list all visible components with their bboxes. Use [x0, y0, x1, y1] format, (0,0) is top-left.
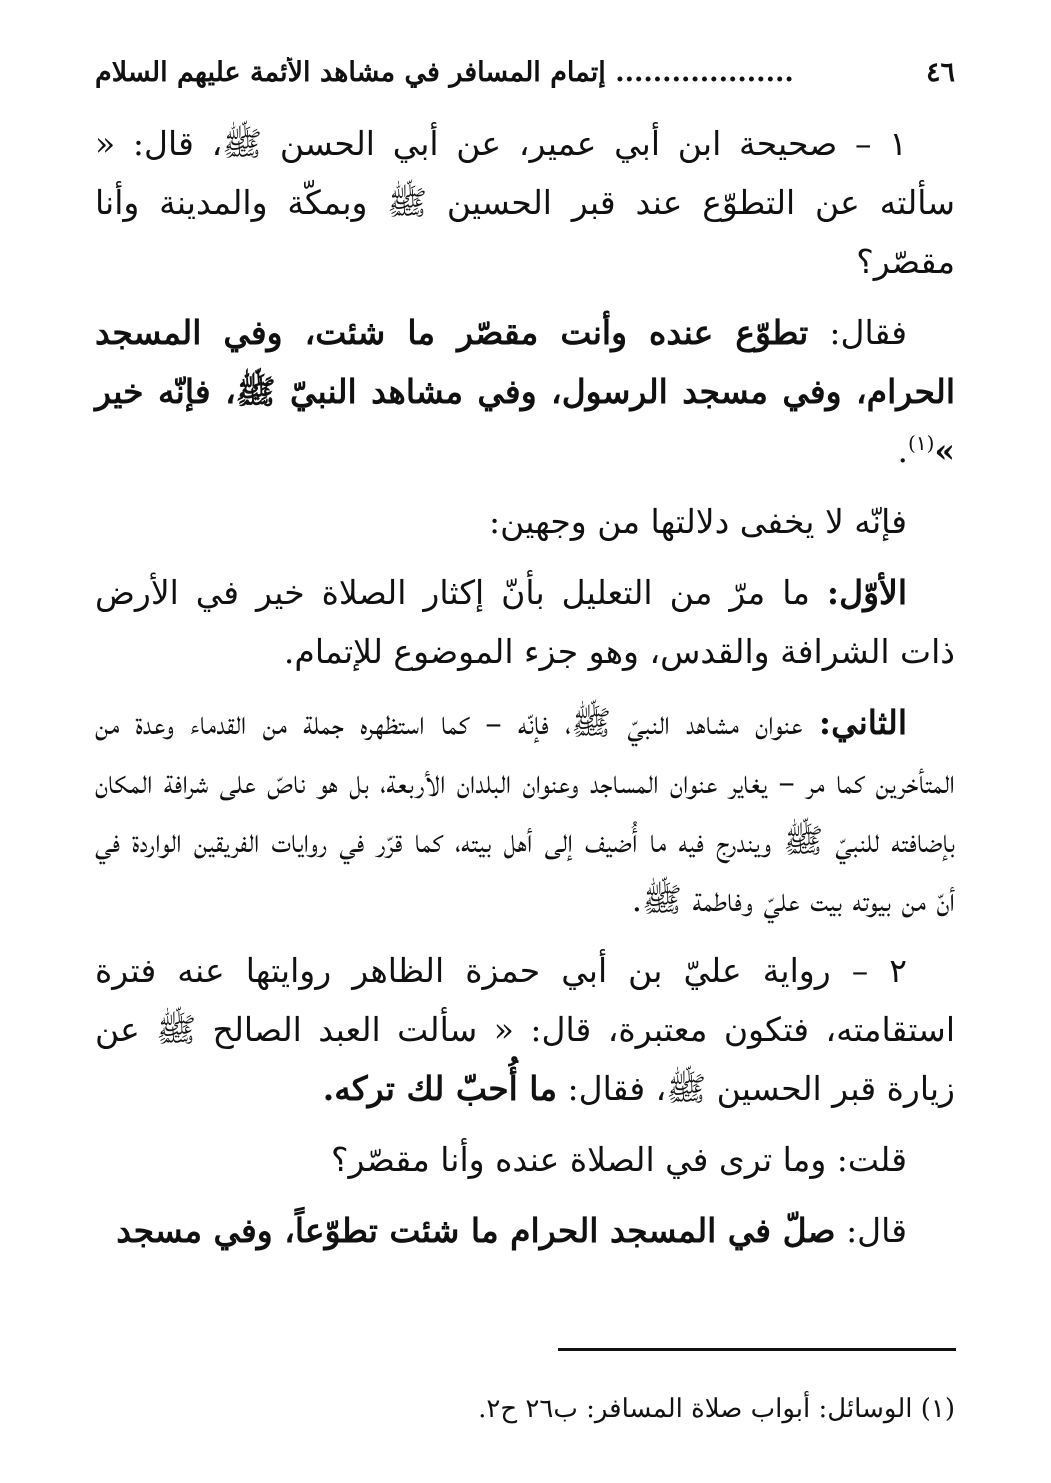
- running-title: [95, 57, 926, 88]
- paragraph-2-lead: فقال:: [808, 313, 907, 352]
- paragraph-4: [95, 563, 955, 681]
- paragraph-2: [95, 303, 955, 480]
- paragraph-6: [95, 941, 955, 1118]
- paragraph-3: [95, 492, 955, 551]
- page-number: ٤٦: [925, 56, 955, 88]
- book-title: إتمام المسافر في مشاهد الأئمة عليهم السلام: [95, 56, 606, 88]
- footnote-text: (١) الوسائل: أبواب صلاة المسافر: ب٢٦ ح٢.: [478, 1394, 955, 1424]
- paragraph-1-text: ١ – صحيحة ابن أبي عمير، عن أبي الحسن ﷺ، قال: « سألته عن التطوّع عند قبر الحسين ﷺ وبمكّة والمدينة وأنا مقصّر؟: [95, 124, 955, 281]
- paragraph-3-text: فإنّه لا يخفى دلالتها من وجهين:: [489, 502, 907, 541]
- paragraph-5: [95, 693, 955, 929]
- paragraph-2-tail: .: [897, 431, 908, 470]
- paragraph-6-quote: ما أُحبّ لك تركه.: [322, 1069, 558, 1108]
- main-text: [95, 114, 955, 1272]
- paragraph-4-text: ما مرّ من التعليل بأنّ إكثار الصلاة خير في الأرض ذات الشرافة والقدس، وهو جزء الموضوع للإتمام.: [95, 573, 955, 671]
- footnote-marker: (١): [908, 431, 935, 455]
- paragraph-8-lead: قال:: [835, 1211, 907, 1250]
- paragraph-4-lead: الأوّل:: [826, 573, 907, 612]
- paragraph-2-quote: تطوّع عنده وأنت مقصّر ما شئت، وفي المسجد الحرام، وفي مسجد الرسول، وفي مشاهد النبيّ ﷺ، فإنّه خير »: [95, 313, 955, 470]
- footnote-separator: [558, 1348, 956, 1351]
- paragraph-5-lead: الثاني:: [818, 703, 907, 742]
- paragraph-8: [95, 1201, 955, 1260]
- paragraph-5-text: عنوان مشاهد النبيّ ﷺ، فإنّه – كما استظهره جملة من القدماء وعدة من المتأخرين كما مر – يغاير عنوان المساجد وعنوان البلدان الأربعة، بل هو ناصّ على شرافة المكان بإضافته للنبيّ ﷺ ويندرج فيه ما أُضيف إلى أهل بيته، كما قرّر في روايات الفريقين الواردة في أنّ من بيوته بيت عليّ وفاطمة ﷺ.: [95, 703, 955, 919]
- footnote: [95, 1394, 955, 1424]
- paragraph-7-text: قلت: وما ترى في الصلاة عنده وأنا مقصّر؟: [331, 1140, 907, 1179]
- running-header: [95, 44, 955, 100]
- leader-dots: ...................: [615, 56, 794, 88]
- paragraph-8-quote: صلّ في المسجد الحرام ما شئت تطوّعاً، وفي مسجد: [116, 1211, 836, 1250]
- paragraph-1: [95, 114, 955, 291]
- paragraph-6-text: ٢ – رواية عليّ بن أبي حمزة الظاهر روايتها عنه فترة استقامته، فتكون معتبرة، قال: « سألت العبد الصالح ﷺ عن زيارة قبر الحسين ﷺ، فقال:: [95, 951, 955, 1108]
- paragraph-7: [95, 1130, 955, 1189]
